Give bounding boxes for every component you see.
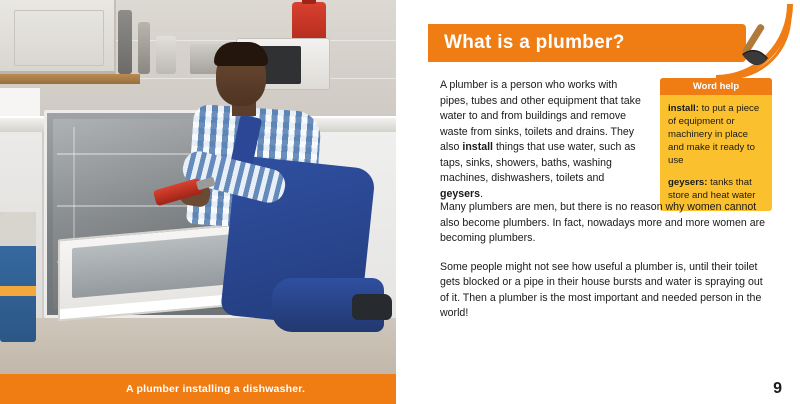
word-help-heading: Word help xyxy=(660,78,772,95)
toolbox-lid xyxy=(0,212,36,246)
jar xyxy=(156,36,176,74)
page-number: 9 xyxy=(773,380,782,397)
photo-caption-bar xyxy=(0,374,396,404)
word-help-entries xyxy=(660,95,772,211)
text-run: things that use water, such as taps, sinks, showers, baths, washing machines, dishwashers, toilets and xyxy=(440,141,636,184)
text-run: A plumber is a person who works with pipes, tubes and other equipment that take water to and from buildings and remove waste from sinks, toilets and drains. They also xyxy=(440,79,641,153)
toolbox-stripe xyxy=(0,286,36,296)
wooden-shelf xyxy=(0,74,140,84)
text-run: . xyxy=(480,187,484,200)
text-run-bold-install: install xyxy=(462,141,494,153)
paragraph-1 xyxy=(440,78,646,202)
page-title: What is a plumber? xyxy=(444,32,625,53)
bottle xyxy=(118,10,132,74)
hair xyxy=(214,42,268,66)
shoe xyxy=(352,294,392,320)
word-help-definition: to put a piece of equipment or machinery in place and make it ready to use xyxy=(668,103,760,166)
photo-caption-text: A plumber installing a dishwasher. xyxy=(126,383,306,395)
toolbox xyxy=(0,212,36,342)
kitchen-scene-illustration xyxy=(0,0,396,404)
article-body-column xyxy=(440,200,772,335)
plumber-figure xyxy=(176,42,386,342)
plumber-photo-panel xyxy=(0,0,396,404)
article-intro-column xyxy=(440,78,646,214)
word-help-box xyxy=(660,78,772,211)
word-help-definition: tanks that store and heat water xyxy=(668,177,756,201)
paragraph-3: Some people might not see how useful a plumber is, until their toilet gets blocked or a pipe in their house bursts and water is spraying out of it. Then a plumber is the most important and needed person in the world! xyxy=(440,260,763,319)
word-help-entry xyxy=(668,102,764,167)
text-run-bold-geysers: geysers xyxy=(440,187,481,200)
page-gutter xyxy=(396,0,400,404)
bottle xyxy=(138,22,150,74)
article-panel xyxy=(404,0,800,404)
word-help-term: geysers: xyxy=(668,177,708,188)
upper-cabinet xyxy=(0,0,116,74)
word-help-entry xyxy=(668,176,764,202)
paragraph-2: Many plumbers are men, but there is no reason why women cannot also become plumbers. In fact, nowadays more and more women are becoming plumbers. xyxy=(440,201,766,244)
word-help-term: install: xyxy=(668,103,699,114)
